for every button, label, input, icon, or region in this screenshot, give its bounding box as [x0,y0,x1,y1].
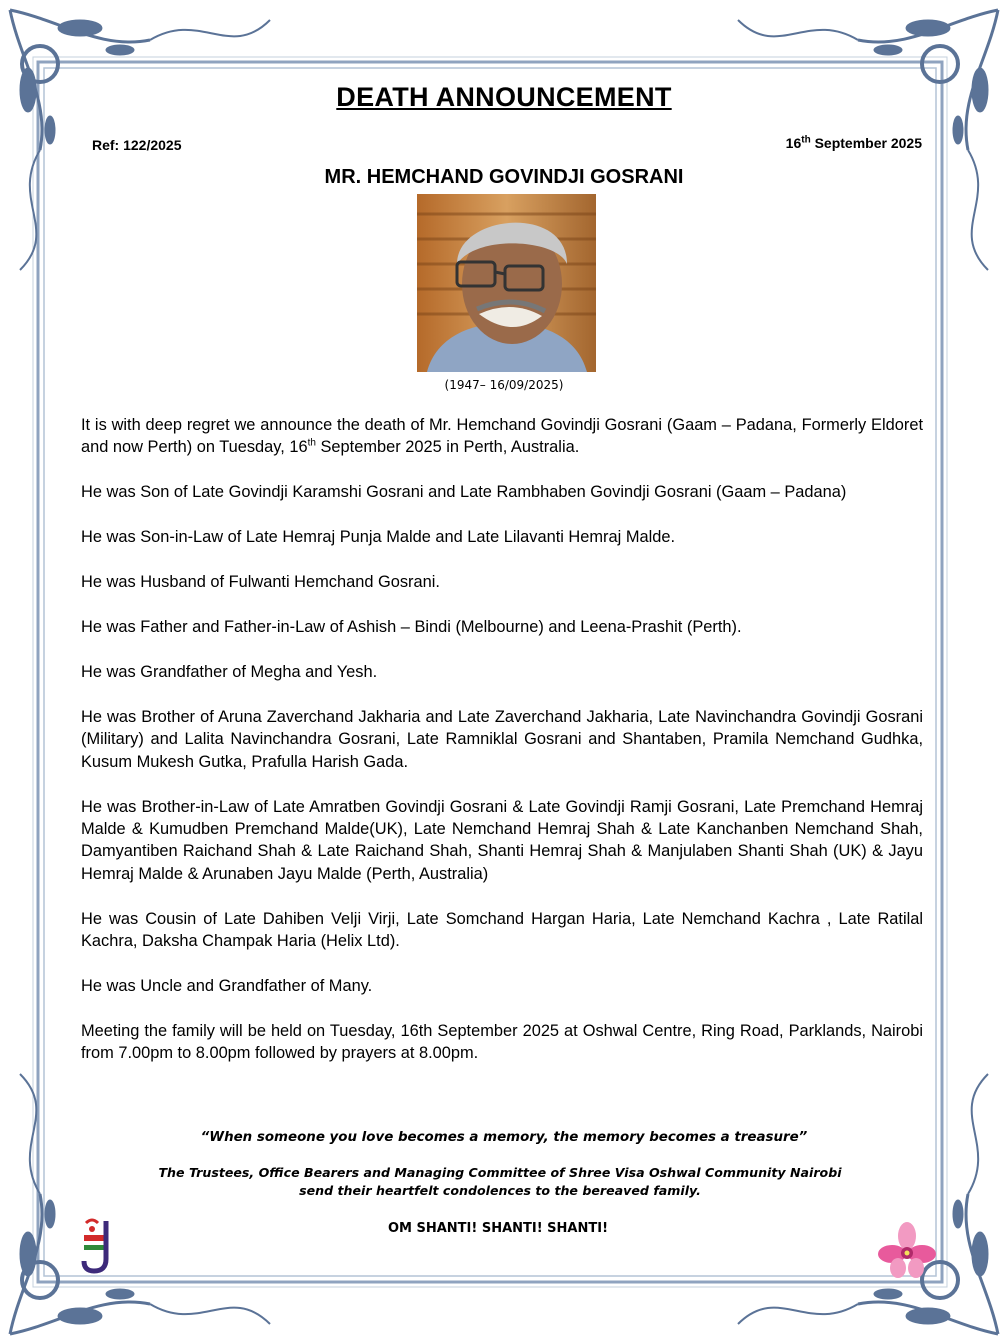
corner-ornament-bottom-right [738,1074,998,1334]
paragraph-grandchildren: He was Grandfather of Megha and Yesh. [81,662,378,681]
closing-prayer: OM SHANTI! SHANTI! SHANTI! [387,1221,609,1236]
paragraph-meeting: Meeting the family will be held on Tuesday, 16th September 2025 at Oshwal Centre, Ring Road, Parklands, Nairobi from 7.00pm to 8.00pm followed by prayers at 8.00pm. [81,1021,923,1063]
lifespan: (1947– 16/09/2025) [444,378,564,392]
corner-ornament-bottom-left [10,1074,270,1334]
paragraph-parents-in-law: He was Son-in-Law of Late Hemraj Punja Malde and Late Lilavanti Hemraj Malde. [81,528,676,547]
paragraph-siblings-in-law: He was Brother-in-Law of Late Amratben Govindji Gosrani & Late Govindji Ramji Gosrani, Late Premchand Hemraj Malde & Kumudben Premchand Malde(UK), Late Nemchand Hemraj Shah & Late Kanchanben Nemchand Shah, Damyantiben Raichand Shah & Late Raichand Shah, Shanti Hemraj Shah & Manjulaben Shanti Shah (UK) & Jayu Hemraj Malde & Arunaben Jayu Malde (Perth, Australia) [81,797,923,883]
memorial-quote: “When someone you love becomes a memory, the memory becomes a treasure” [200,1130,808,1145]
paragraph-children: He was Father and Father-in-Law of Ashish – Bindi (Melbourne) and Leena-Prashit (Perth). [81,618,742,637]
paragraph-parents: He was Son of Late Govindji Karamshi Gosrani and Late Rambhaben Govindji Gosrani (Gaam – Padana) [81,483,847,502]
reference-number: Ref: 122/2025 [92,137,182,153]
paragraph-spouse: He was Husband of Fulwanti Hemchand Gosrani. [81,573,440,592]
deceased-name: MR. HEMCHAND GOVINDJI GOSRANI [324,166,684,188]
community-logo [80,1215,120,1275]
page-title: DEATH ANNOUNCEMENT [336,82,672,112]
paragraph-siblings: He was Brother of Aruna Zaverchand Jakharia and Late Zaverchand Jakharia, Late Navinchandra Govindji Gosrani (Military) and Lalita Navinchandra Gosrani, Late Ramniklal Gosrani and Shantaben, Pramila Nemchand Gudhka, Kusum Mukesh Gutka, Prafulla Harish Gada. [81,707,923,771]
announcement-date: 16th September 2025 [785,134,922,151]
paragraph-death: It is with deep regret we announce the death of Mr. Hemchand Govindji Gosrani (Gaam – Padana, Formerly Eldoret and now Perth) on Tuesday, 16th September 2025 in Perth, Australia. [81,416,923,457]
orchid-flower [878,1222,936,1280]
portrait-photo [417,194,596,372]
condolence-message: The Trustees, Office Bearers and Managing Committee of Shree Visa Oshwal Community Nairobi send their heartfelt condolences to the bereaved family. [158,1165,842,1198]
paragraph-cousins: He was Cousin of Late Dahiben Velji Virji, Late Somchand Hargan Haria, Late Nemchand Kachra , Late Ratilal Kachra, Daksha Champak Haria (Helix Ltd). [81,909,923,951]
paragraph-uncle: He was Uncle and Grandfather of Many. [81,977,373,995]
announcement-body [81,414,923,1087]
